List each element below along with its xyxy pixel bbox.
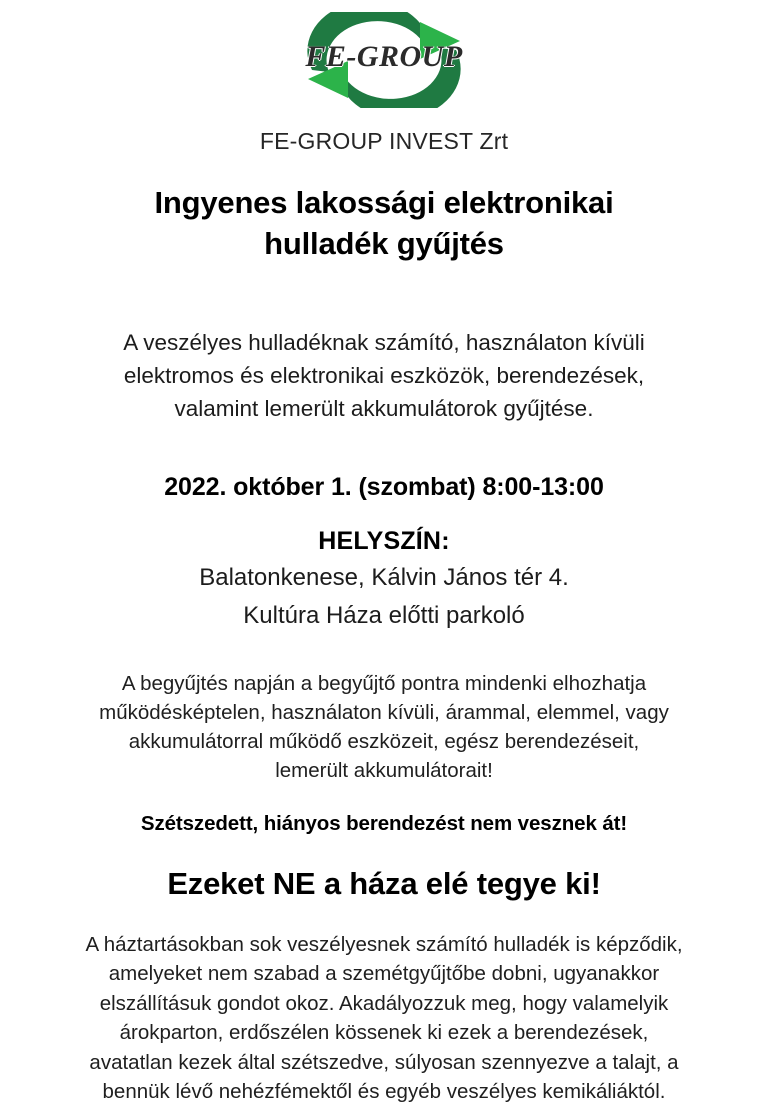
big-warning-heading: Ezeket NE a háza elé tegye ki! xyxy=(167,865,601,901)
closing-line-1: A háztartásokban sok veszélyesnek számító hulladék is képződik, xyxy=(85,932,683,956)
venue-detail: Kultúra Háza előtti parkoló xyxy=(243,602,525,630)
intro-line-2: elektromos és elektronikai eszközök, berendezések, xyxy=(123,362,645,388)
headline-line-1: Ingyenes lakossági elektronikai xyxy=(154,185,614,220)
page-title xyxy=(154,183,613,265)
details-line-3: akkumulátorral működő eszközeit, egész berendezéseit, xyxy=(128,729,640,753)
intro-line-1: A veszélyes hulladéknak számító, használaton kívüli xyxy=(123,329,645,355)
closing-line-4: árokparton, erdőszélen kössenek ki ezek a berendezések, xyxy=(119,1021,649,1045)
details-warning: Szétszedett, hiányos berendezést nem vesznek át! xyxy=(140,811,628,835)
closing-line-6: bennük lévő nehézfémektől és egyéb veszélyes kemikáliáktól. xyxy=(102,1080,666,1104)
closing-line-2: amelyeket nem szabad a szemétgyűjtőbe dobni, ugyanakkor xyxy=(108,962,660,986)
closing-line-3: elszállításuk gondot okoz. Akadályozzuk meg, hogy valamelyik xyxy=(99,991,669,1015)
intro-line-3: valamint lemerült akkumulátorok gyűjtése. xyxy=(174,396,594,422)
closing-paragraph xyxy=(85,930,682,1107)
logo-wordmark: FE-GROUP xyxy=(305,40,463,73)
details-paragraph xyxy=(99,669,669,785)
venue-label: HELYSZÍN: xyxy=(318,526,450,555)
details-line-2: működésképtelen, használaton kívüli, árammal, elemmel, vagy xyxy=(99,700,669,724)
headline-line-2: hulladék gyűjtés xyxy=(264,225,504,261)
fe-group-logo xyxy=(284,12,484,108)
intro-paragraph xyxy=(123,326,645,426)
details-line-1: A begyűjtés napján a begyűjtő pontra mindenki elhozhatja xyxy=(121,671,647,695)
closing-line-5: avatatlan kezek által szétszedve, súlyosan szennyezve a talajt, a xyxy=(89,1050,679,1074)
details-line-4: lemerült akkumulátorait! xyxy=(275,759,493,783)
company-name: FE-GROUP INVEST Zrt xyxy=(259,128,509,154)
venue-address: Balatonkenese, Kálvin János tér 4. xyxy=(199,563,569,591)
event-date: 2022. október 1. (szombat) 8:00-13:00 xyxy=(164,472,604,501)
